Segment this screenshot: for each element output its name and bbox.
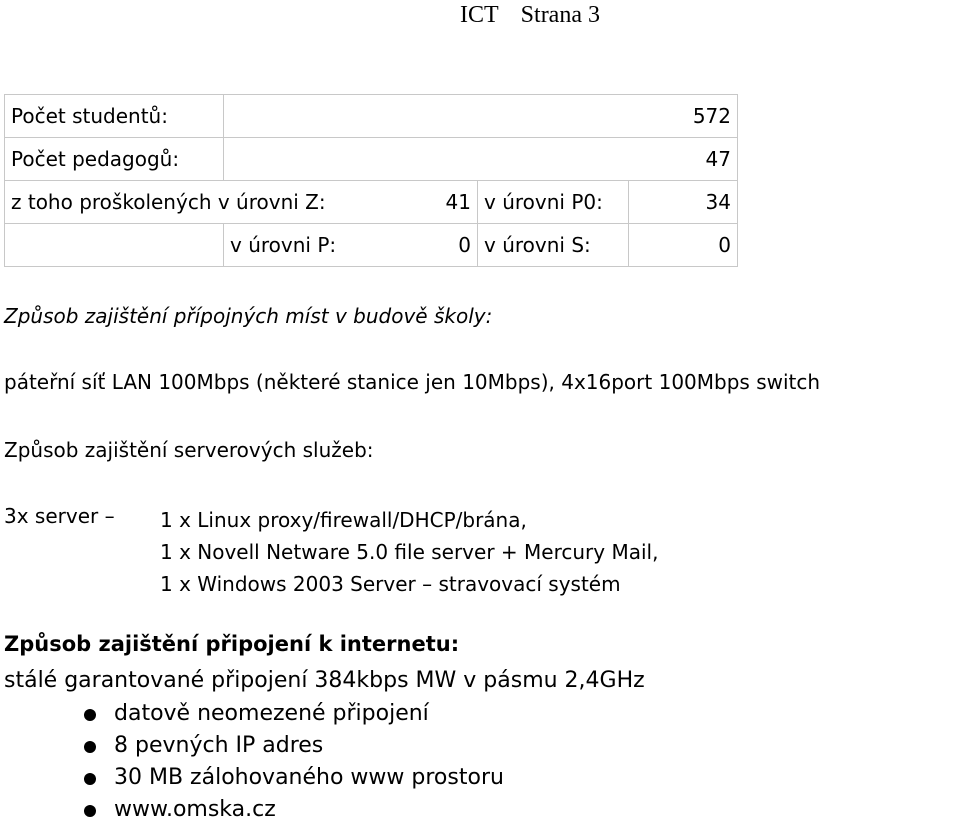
server-item: 1 x Linux proxy/firewall/DHCP/brána, bbox=[160, 508, 527, 532]
server-item: 1 x Novell Netware 5.0 file server + Mercury Mail, bbox=[160, 540, 659, 564]
list-item-text: datově neomezené připojení bbox=[114, 701, 429, 726]
server-list bbox=[160, 504, 658, 600]
list-item-text: 8 pevných IP adres bbox=[114, 733, 324, 758]
trained-row-cell bbox=[5, 181, 478, 224]
table-row bbox=[5, 138, 738, 181]
statistics-table bbox=[4, 94, 738, 267]
level-z-value: 41 bbox=[445, 190, 471, 214]
list-item-text: www.omska.cz bbox=[114, 797, 276, 822]
list-item-text: 30 MB zálohovaného www prostoru bbox=[114, 765, 504, 790]
students-value: 572 bbox=[224, 95, 738, 138]
page-number: Strana 3 bbox=[520, 2, 600, 28]
level-p0-label: v úrovni P0: bbox=[478, 181, 629, 224]
teachers-value: 47 bbox=[224, 138, 738, 181]
bullet-icon bbox=[84, 805, 96, 817]
empty-cell bbox=[5, 224, 224, 267]
level-p-cell bbox=[224, 224, 478, 267]
list-item bbox=[80, 794, 504, 826]
list-item bbox=[80, 762, 504, 794]
level-p-label: v úrovni P: bbox=[230, 233, 337, 257]
table-row bbox=[5, 224, 738, 267]
list-item bbox=[80, 730, 504, 762]
page-header bbox=[460, 0, 600, 30]
level-s-label: v úrovni S: bbox=[478, 224, 629, 267]
internet-features-list bbox=[80, 698, 504, 826]
internet-text: stálé garantované připojení 384kbps MW v pásmu 2,4GHz bbox=[4, 668, 645, 693]
table-row bbox=[5, 181, 738, 224]
level-p0-value: 34 bbox=[629, 181, 738, 224]
bullet-icon bbox=[84, 741, 96, 753]
server-item: 1 x Windows 2003 Server – stravovací systém bbox=[160, 572, 621, 596]
level-p-value: 0 bbox=[458, 233, 471, 257]
list-item bbox=[80, 698, 504, 730]
servers-heading: Způsob zajištění serverových služeb: bbox=[4, 438, 374, 462]
students-label: Počet studentů: bbox=[5, 95, 224, 138]
network-heading: Způsob zajištění přípojných míst v budově školy: bbox=[4, 304, 493, 328]
teachers-label: Počet pedagogů: bbox=[5, 138, 224, 181]
level-s-value: 0 bbox=[629, 224, 738, 267]
table-row bbox=[5, 95, 738, 138]
bullet-icon bbox=[84, 773, 96, 785]
network-text: páteřní síť LAN 100Mbps (některé stanice jen 10Mbps), 4x16port 100Mbps switch bbox=[4, 370, 821, 394]
bullet-icon bbox=[84, 709, 96, 721]
trained-label: z toho proškolených v úrovni Z: bbox=[11, 190, 326, 214]
internet-heading: Způsob zajištění připojení k internetu: bbox=[4, 632, 460, 656]
servers-label: 3x server – bbox=[4, 504, 115, 528]
subject-label: ICT bbox=[460, 2, 499, 28]
